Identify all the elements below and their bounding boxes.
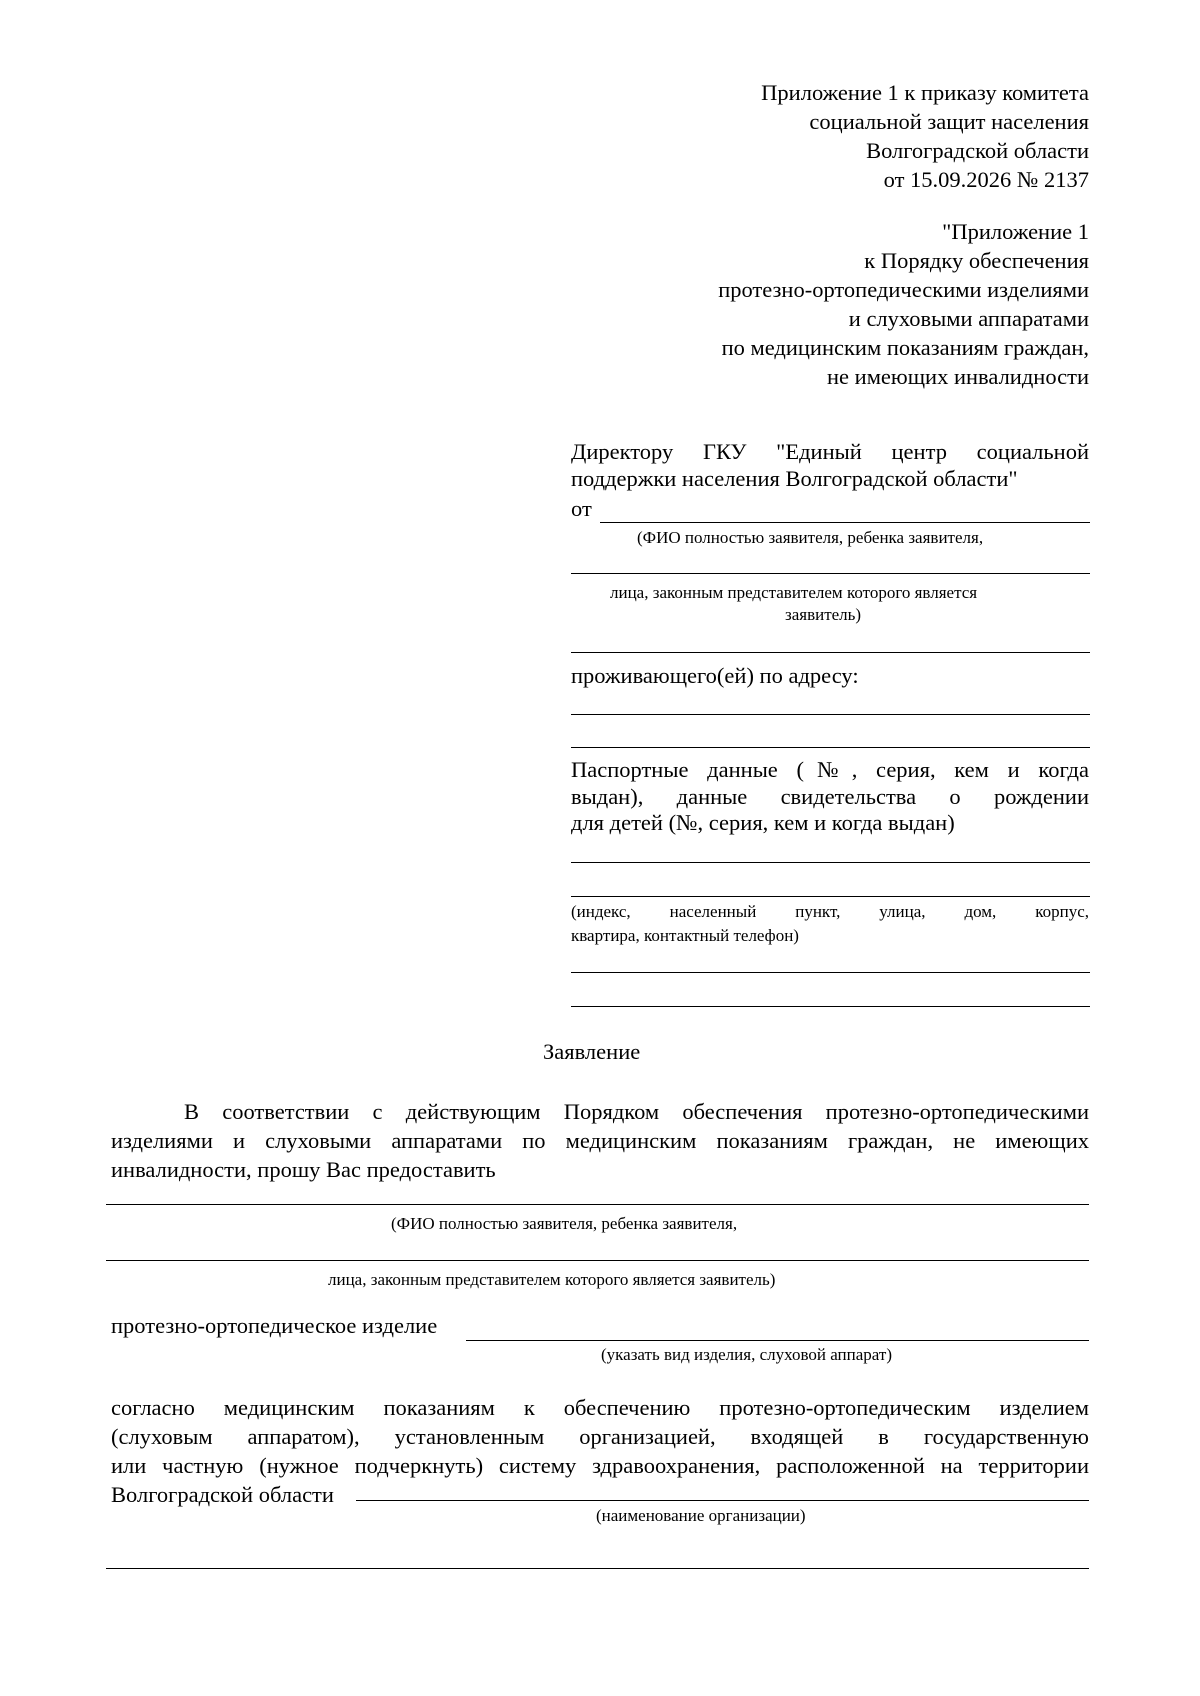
addressee-line: поддержки населения Волгоградской области" — [571, 466, 1018, 491]
organization-field[interactable] — [356, 1500, 1089, 1501]
passport-field-2[interactable] — [571, 896, 1090, 897]
appendix-line: "Приложение 1 — [942, 219, 1089, 244]
representative-hint: заявитель) — [785, 605, 862, 624]
recipient-name-field[interactable] — [106, 1204, 1089, 1205]
organization-field-2[interactable] — [106, 1568, 1089, 1569]
addressee-line: Директору ГКУ "Единый центр социальной — [571, 439, 1089, 464]
contact-field[interactable] — [571, 972, 1090, 973]
conditions-paragraph — [111, 1393, 1089, 1509]
appendix-line: по медицинским показаниям граждан, — [721, 335, 1089, 360]
passport-label: для детей (№, серия, кем и когда выдан) — [571, 810, 955, 835]
passport-field[interactable] — [571, 862, 1090, 863]
recipient-name-hint: (ФИО полностью заявителя, ребенка заявителя, — [391, 1214, 738, 1233]
paragraph-line: Волгоградской области — [111, 1482, 334, 1507]
contact-field-2[interactable] — [571, 1006, 1090, 1007]
representative-hint: лица, законным представителем которого является — [610, 583, 978, 602]
paragraph-line: В соответствии с действующим Порядком обеспечения протезно-ортопедическими — [184, 1099, 1089, 1124]
address-field[interactable] — [571, 714, 1090, 715]
address-field-2[interactable] — [571, 747, 1090, 748]
organization-hint: (наименование организации) — [596, 1506, 806, 1525]
appendix-line: не имеющих инвалидности — [827, 364, 1089, 389]
order-header-line: от 15.09.2026 № 2137 — [883, 167, 1089, 192]
paragraph-line: изделиями и слуховыми аппаратами по медицинским показаниям граждан, не имеющих — [111, 1128, 1089, 1153]
statement-paragraph — [111, 1097, 1089, 1184]
paragraph-line: или частную (нужное подчеркнуть) систему здравоохранения, расположенной на территории — [111, 1453, 1089, 1478]
paragraph-line: (слуховым аппаратом), установленным организацией, входящей в государственную — [111, 1424, 1089, 1449]
applicant-name-field-2[interactable] — [571, 573, 1090, 574]
appendix-header — [718, 217, 1089, 391]
order-header-line: Приложение 1 к приказу комитета — [761, 80, 1089, 105]
recipient-name-field-2[interactable] — [106, 1260, 1089, 1261]
order-header-line: социальной защит населения — [809, 109, 1089, 134]
appendix-line: и слуховыми аппаратами — [848, 306, 1089, 331]
address-format-hint: квартира, контактный телефон) — [571, 926, 799, 945]
order-header-line: Волгоградской области — [866, 138, 1089, 163]
passport-label: выдан), данные свидетельства о рождении — [571, 784, 1089, 809]
product-hint: (указать вид изделия, слуховой аппарат) — [601, 1345, 892, 1364]
recipient-representative-hint: лица, законным представителем которого является заявитель) — [328, 1270, 776, 1289]
address-format-hint: (индекс, населенный пункт, улица, дом, корпус, — [571, 902, 1089, 921]
product-label: протезно-ортопедическое изделие — [111, 1313, 438, 1338]
appendix-line: протезно-ортопедическими изделиями — [718, 277, 1089, 302]
order-header — [761, 78, 1089, 194]
statement-title: Заявление — [543, 1039, 641, 1064]
paragraph-line: согласно медицинским показаниям к обеспечению протезно-ортопедическим изделием — [111, 1395, 1089, 1420]
applicant-name-hint: (ФИО полностью заявителя, ребенка заявителя, — [637, 528, 984, 547]
appendix-line: к Порядку обеспечения — [864, 248, 1089, 273]
residing-label: проживающего(ей) по адресу: — [571, 663, 859, 688]
applicant-name-field[interactable] — [600, 522, 1090, 523]
from-label: от — [571, 496, 592, 521]
passport-label: Паспортные данные (№, серия, кем и когда — [571, 757, 1089, 782]
product-field[interactable] — [466, 1340, 1089, 1341]
applicant-name-field-3[interactable] — [571, 652, 1090, 653]
paragraph-line: инвалидности, прошу Вас предоставить — [111, 1157, 496, 1182]
